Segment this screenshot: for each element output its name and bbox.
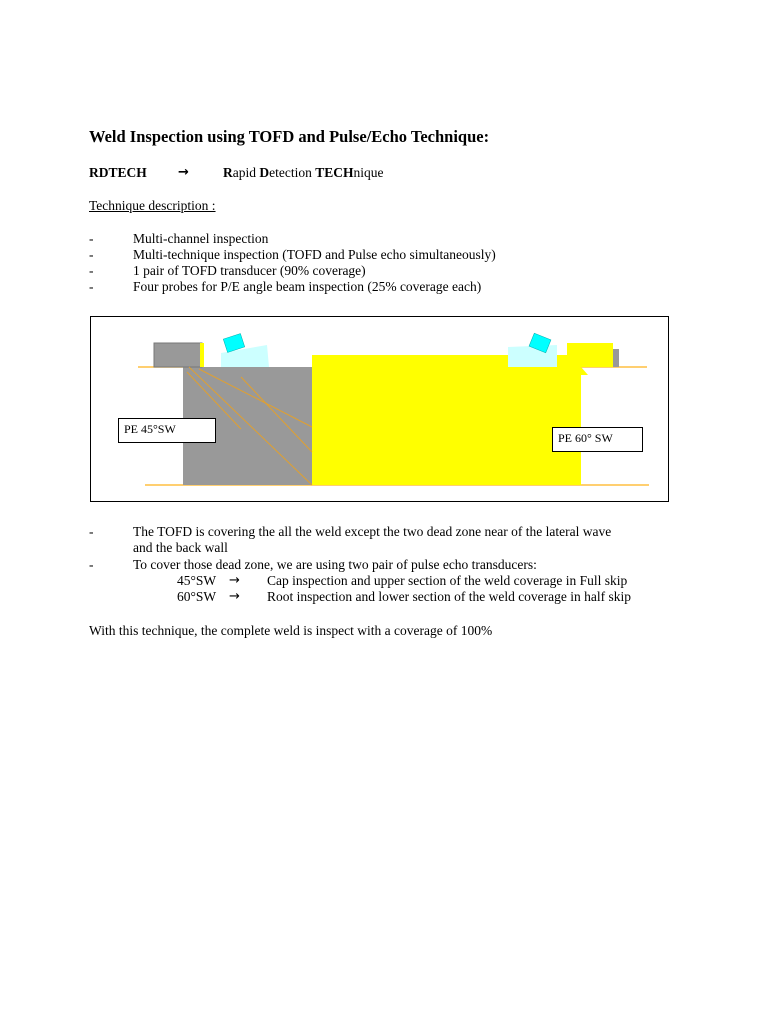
acronym-letters-tech: TECH	[315, 165, 354, 180]
right-arrow-icon: →	[229, 589, 240, 604]
list-item: The TOFD is covering the all the weld except the two dead zone near of the lateral wave	[133, 524, 612, 539]
list-item: 1 pair of TOFD transducer (90% coverage)	[133, 263, 366, 278]
acronym-term: RDTECH	[89, 165, 147, 180]
probe-label-right: PE 60° SW	[552, 427, 643, 452]
list-item: To cover those dead zone, we are using two pair of pulse echo transducers:	[133, 557, 537, 572]
weld-diagram	[90, 316, 669, 502]
probe-description: Cap inspection and upper section of the weld coverage in Full skip	[267, 573, 628, 588]
conclusion-text: With this technique, the complete weld is inspect with a coverage of 100%	[89, 623, 493, 638]
weld-zone	[312, 355, 588, 485]
list-item: Multi-technique inspection (TOFD and Pulse echo simultaneously)	[133, 247, 496, 262]
right-arrow-icon: →	[229, 573, 240, 588]
list-bullet: -	[89, 279, 94, 294]
probe-angle: 60°SW	[177, 589, 217, 604]
right-arrow-icon: →	[178, 165, 189, 180]
list-bullet: -	[89, 557, 94, 572]
right-probe-body	[567, 343, 613, 367]
document-title: Weld Inspection using TOFD and Pulse/Echo Technique:	[89, 127, 490, 146]
list-item: Four probes for P/E angle beam inspection (25% coverage each)	[133, 279, 482, 294]
probe-angle: 45°SW	[177, 573, 217, 588]
acronym-letter-d: D	[259, 165, 270, 180]
right-probe-wedge	[508, 345, 557, 367]
technique-heading: Technique description :	[89, 198, 216, 213]
right-probe-end	[613, 349, 619, 367]
list-item-continuation: and the back wall	[133, 540, 228, 555]
list-bullet: -	[89, 263, 94, 278]
acronym-rest-tech: nique	[353, 165, 384, 180]
acronym-rest-r: apid	[232, 165, 260, 180]
left-probe-strip	[200, 343, 204, 367]
list-bullet: -	[89, 231, 94, 246]
acronym-expansion	[223, 165, 384, 181]
list-bullet: -	[89, 247, 94, 262]
list-bullet: -	[89, 524, 94, 539]
left-probe-body	[154, 343, 202, 367]
probe-label-left: PE 45°SW	[118, 418, 216, 443]
probe-description: Root inspection and lower section of the weld coverage in half skip	[267, 589, 632, 604]
acronym-rest-d: etection	[269, 165, 316, 180]
list-item: Multi-channel inspection	[133, 231, 269, 246]
acronym-letter-r: R	[223, 165, 233, 180]
weld-cross-section	[91, 317, 670, 503]
